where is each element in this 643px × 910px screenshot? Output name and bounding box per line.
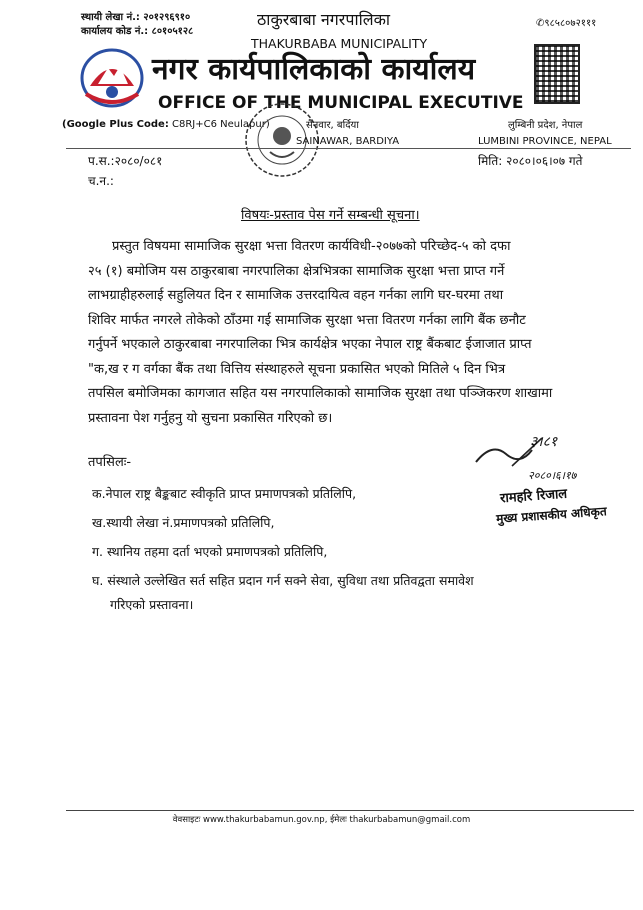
province-en: LUMBINI PROVINCE, NEPAL	[478, 136, 612, 147]
list-item: घ. संस्थाले उल्लेखित सर्त सहित प्रदान गर्न सक्ने सेवा, सुविधा तथा प्रतिवद्वता समावेश	[92, 573, 474, 588]
dispatch-number: च.न.:	[88, 174, 114, 188]
body-paragraph	[88, 235, 633, 431]
office-code: कार्यालय कोड नं.: ८०१०५१२८	[81, 26, 194, 37]
list-item: ग. स्थानिय तहमा दर्ता भएको प्रमाणपत्रको प्रतिलिपि,	[92, 544, 328, 559]
official-title: मुख्य प्रशासकीय अधिकृत	[495, 504, 608, 526]
body-line: गर्नुपर्ने भएकाले ठाकुरबाबा नगरपालिका भित्र कार्यक्षेत्र भएका नेपाल राष्ट्र बैंकबाट ईजाजात प्राप्त	[88, 337, 532, 352]
pan-number: स्थायी लेखा नं.: २०१२९६९१०	[81, 12, 191, 23]
list-item: ख.स्थायी लेखा नं.प्रमाणपत्रको प्रतिलिपि,	[92, 515, 275, 530]
office-title-en: OFFICE OF THE MUNICIPAL EXECUTIVE	[158, 93, 524, 113]
list-item: गरिएको प्रस्तावना।	[110, 597, 194, 612]
signature-date: २०८०।६।१७	[528, 469, 577, 482]
body-line: तपसिल बमोजिमका कागजात सहित यस नगरपालिकाको सामाजिक सुरक्षा तथा पञ्जिकरण शाखामा	[88, 386, 553, 401]
municipality-name-np: ठाकुरबाबा नगरपालिका	[257, 10, 391, 29]
footer-divider	[66, 810, 634, 811]
official-name: रामहरि रिजाल	[499, 486, 568, 507]
municipality-name-en: THAKURBABA MUNICIPALITY	[251, 36, 428, 51]
signature-initials: ३।८१	[530, 434, 558, 450]
phone-number: ✆९८५८०७२१११	[536, 18, 597, 29]
letter-date: मिति: २०८०।०६।०७ गते	[478, 154, 583, 168]
list-item: क.नेपाल राष्ट्र बैङ्कबाट स्वीकृति प्राप्त प्रमाणपत्रको प्रतिलिपि,	[92, 486, 357, 501]
province-np: लुम्बिनी प्रदेश, नेपाल	[508, 120, 583, 131]
plus-code-value: C8RJ+C6 Neulapur)	[168, 119, 270, 130]
body-line: २५ (१) बमोजिम यस ठाकुरबाबा नगरपालिका क्षेत्रभित्रका सामाजिक सुरक्षा भत्ता प्राप्त गर्ने	[88, 263, 505, 279]
office-title-np: नगर कार्यपालिकाको कार्यालय	[152, 52, 476, 87]
nepal-emblem-icon	[78, 46, 146, 114]
plus-code	[62, 119, 270, 131]
footer-contact: वेवसाइटः www.thakurbabamun.gov.np, ईमेलः thakurbabamun@gmail.com	[172, 815, 471, 825]
address-np: सैनवार, बर्दिया	[306, 120, 359, 131]
address-en: SAINAWAR, BARDIYA	[296, 136, 400, 147]
body-line: शिविर मार्फत नगरले तोकेको ठाँउमा गई सामाजिक सुरक्षा भत्ता वितरण गर्नका लागि बैंक छनौट	[88, 312, 526, 328]
tapasil-label: तपसिलः-	[88, 455, 132, 470]
body-line: प्रस्तावना पेश गर्नुहनु यो सुचना प्रकासित गरिएको छ।	[88, 410, 333, 426]
plus-code-prefix: (Google Plus Code:	[62, 119, 169, 130]
letter-number: प.स.:२०८०/०८१	[88, 154, 163, 168]
body-line: "क,ख र ग वर्गका बैंक तथा वित्तिय संस्थाहरुले सूचना प्रकासित भएको मितिले ५ दिन भित्र	[88, 361, 506, 377]
body-line: लाभग्राहीहरुलाई सहुलियत दिन र सामाजिक उत्तरदायित्व वहन गर्नका लागि घर-घरमा तथा	[88, 288, 504, 303]
header-divider	[66, 148, 631, 149]
qr-code-icon	[534, 44, 580, 104]
subject: विषयः-प्रस्ताव पेस गर्ने सम्बन्धी सूचना।	[241, 208, 420, 223]
body-line: प्रस्तुत विषयमा सामाजिक सुरक्षा भत्ता वितरण कार्यविधी-२०७७को परिच्छेद-५ को दफा	[112, 239, 511, 254]
